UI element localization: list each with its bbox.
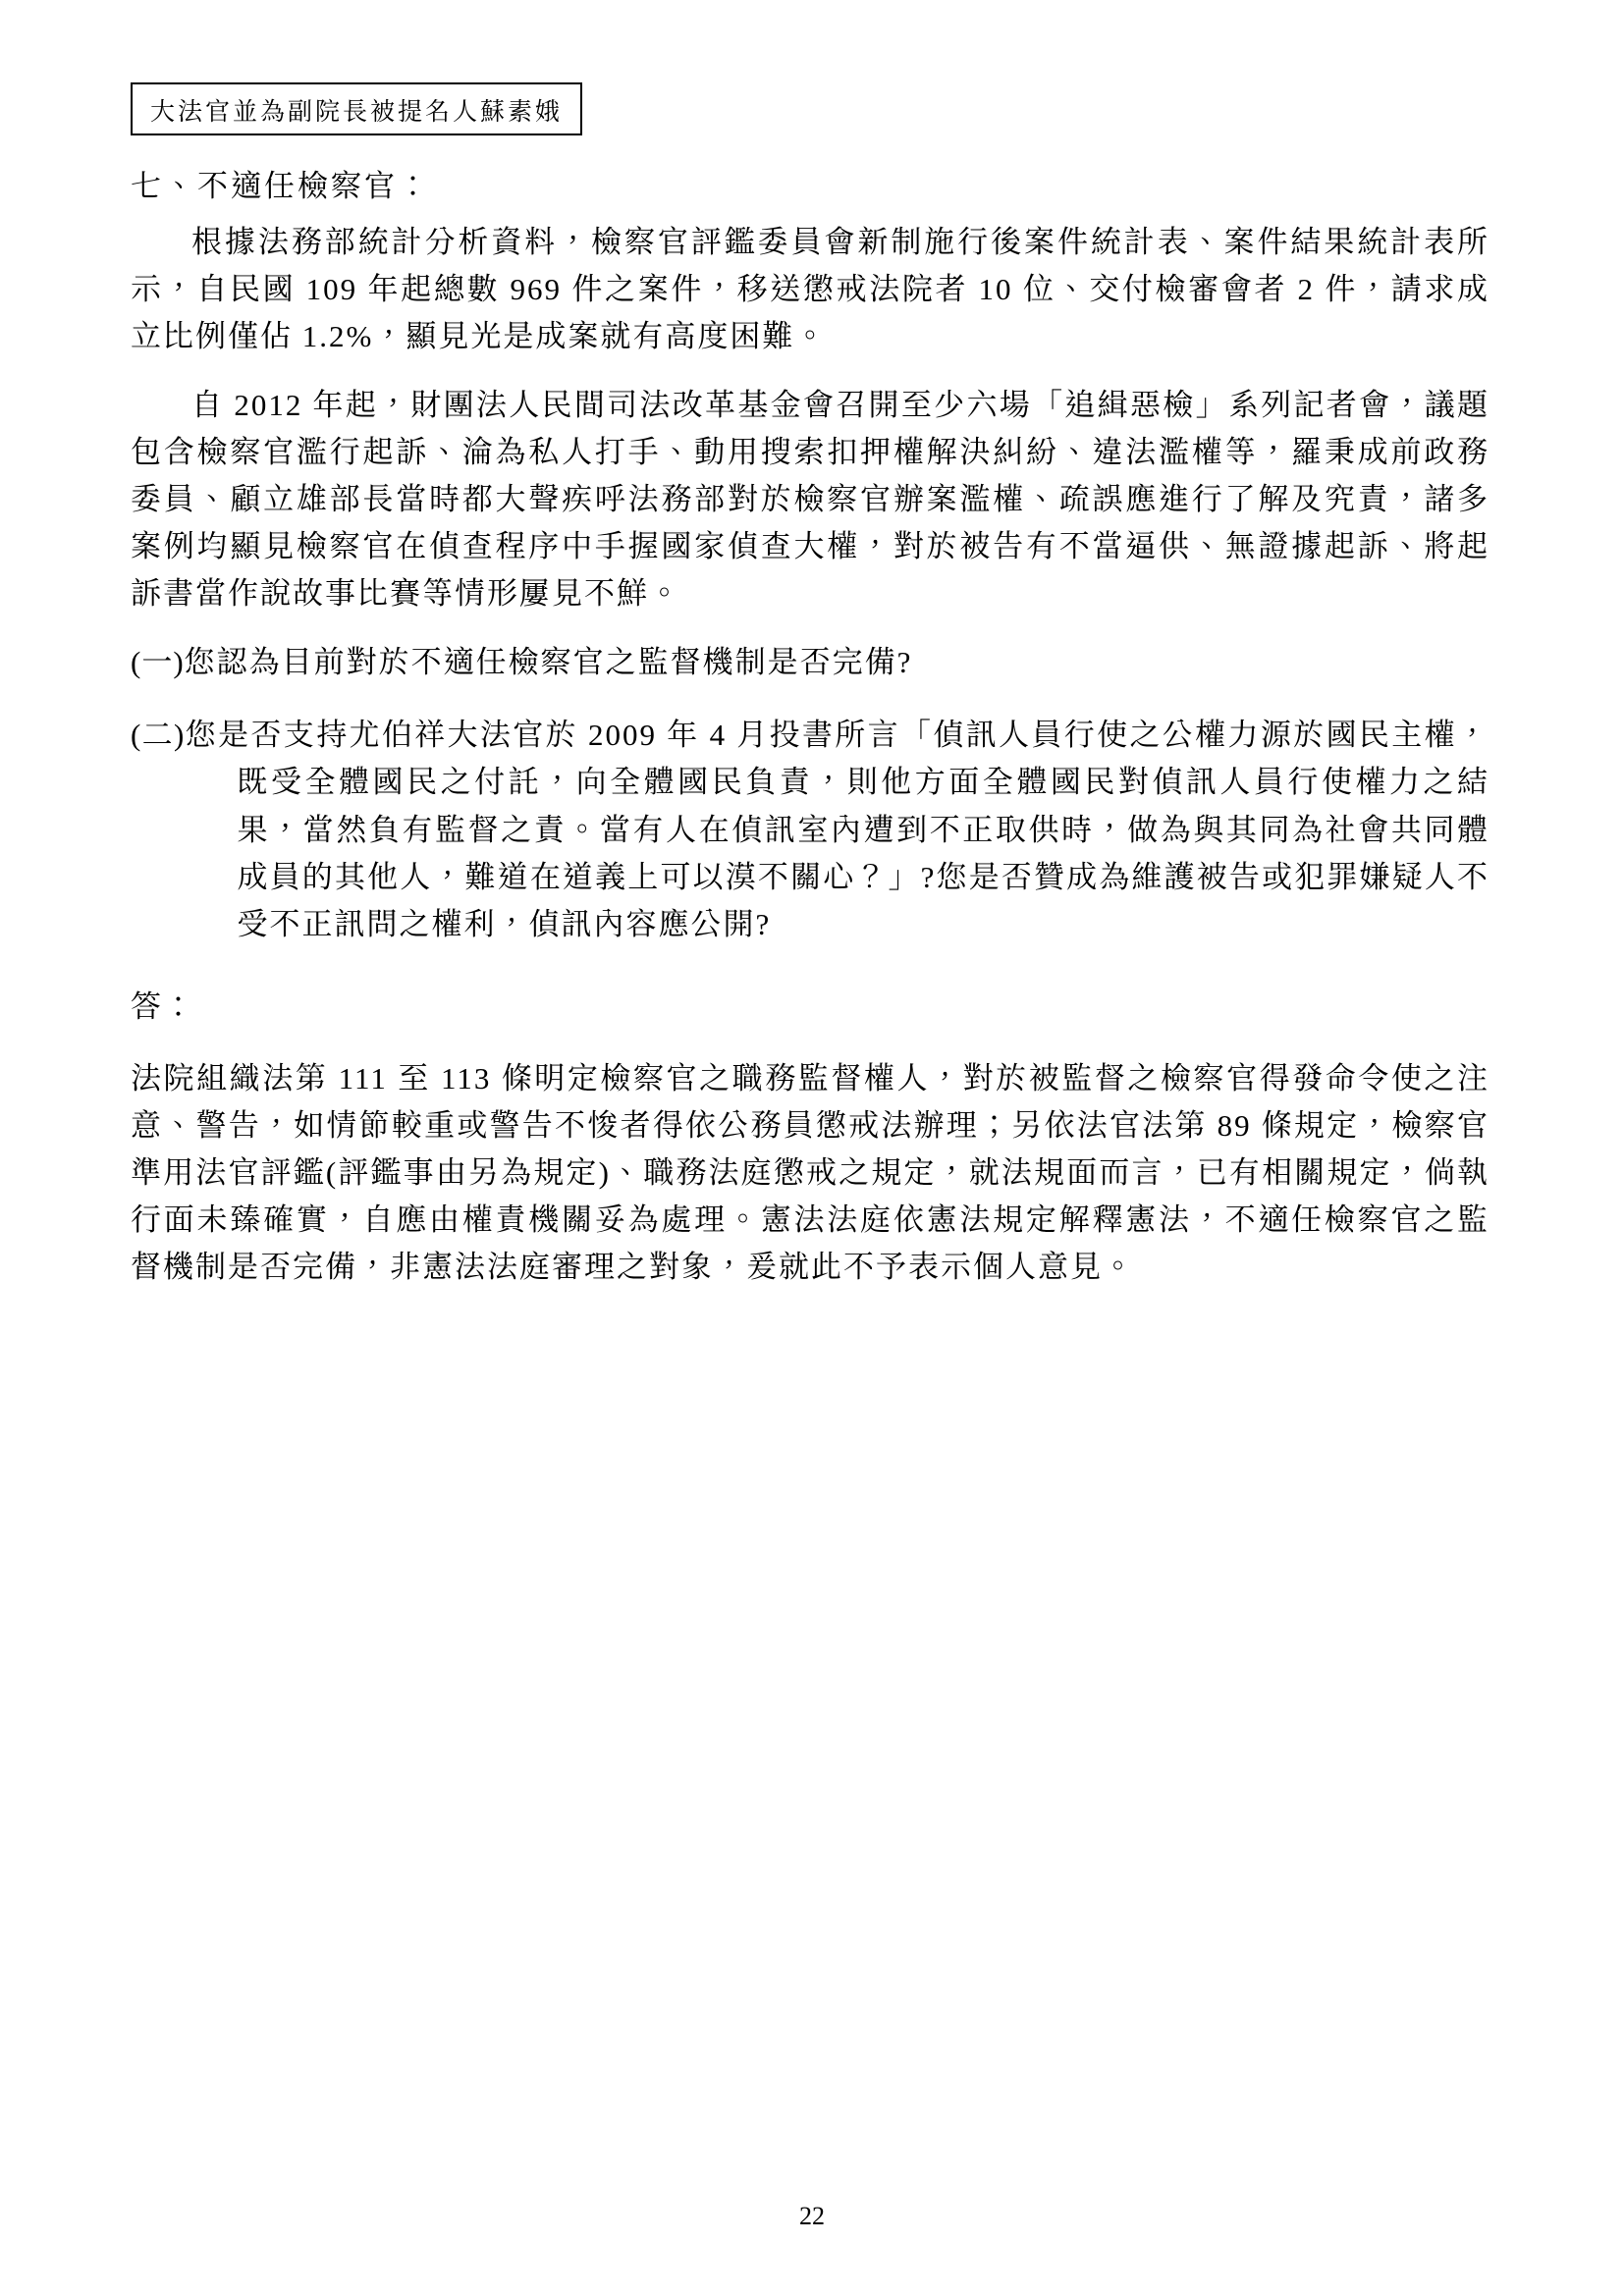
- question-one-text: 您認為目前對於不適任檢察官之監督機制是否完備?: [184, 645, 913, 680]
- section-heading: 七、不適任檢察官：: [131, 169, 431, 203]
- question-one: [131, 639, 1489, 686]
- page-number: 22: [799, 2202, 825, 2230]
- paragraph-statistics: 根據法務部統計分析資料，檢察官評鑑委員會新制施行後案件統計表、案件結果統計表所示，自民國 109 年起總數 969 件之案件，移送懲戒法院者 10 位、交付檢審會者 2 件，請求成立比例僅佔 1.2%，顯見光是成案就有高度困難。: [131, 225, 1489, 354]
- answer-paragraph: 法院組織法第 111 至 113 條明定檢察官之職務監督權人，對於被監督之檢察官得發命令使之注意、警告，如情節較重或警告不悛者得依公務員懲戒法辦理；另依法官法第 89 條規定，檢察官準用法官評鑑(評鑑事由另為規定)、職務法庭懲戒之規定，就法規面而言，已有相關規定，倘執行面未臻確實，自應由權責機關妥為處理。憲法法庭依憲法規定解釋憲法，不適任檢察官之監督機制是否完備，非憲法法庭審理之對象，爰就此不予表示個人意見。: [131, 1060, 1489, 1284]
- question-two-text: 您是否支持尤伯祥大法官於 2009 年 4 月投書所言「偵訊人員行使之公權力源於國民主權，既受全體國民之付託，向全體國民負責，則他方面全體國民對偵訊人員行使權力之結果，當然負有監督之責。當有人在偵訊室內遭到不正取供時，做為與其同為社會共同體成員的其他人，難道在道義上可以漠不關心？」?您是否贊成為維護被告或犯罪嫌疑人不受不正訊問之權利，偵訊內容應公開?: [185, 718, 1489, 941]
- paragraph-judicial-reform: 自 2012 年起，財團法人民間司法改革基金會召開至少六場「追緝惡檢」系列記者會，議題包含檢察官濫行起訴、淪為私人打手、動用搜索扣押權解決糾紛、違法濫權等，羅秉成前政務委員、顧立雄部長當時都大聲疾呼法務部對於檢察官辦案濫權、疏誤應進行了解及究責，諸多案例均顯見檢察官在偵查程序中手握國家偵查大權，對於被告有不當逼供、無證據起訴、將起訴書當作說故事比賽等情形屢見不鮮。: [131, 388, 1489, 612]
- question-two-label: (二): [131, 718, 186, 753]
- question-one-label: (一): [131, 645, 185, 680]
- question-two: [131, 712, 1489, 947]
- nominee-header-box: 大法官並為副院長被提名人蘇素娥: [131, 82, 582, 135]
- answer-label: 答：: [131, 988, 195, 1024]
